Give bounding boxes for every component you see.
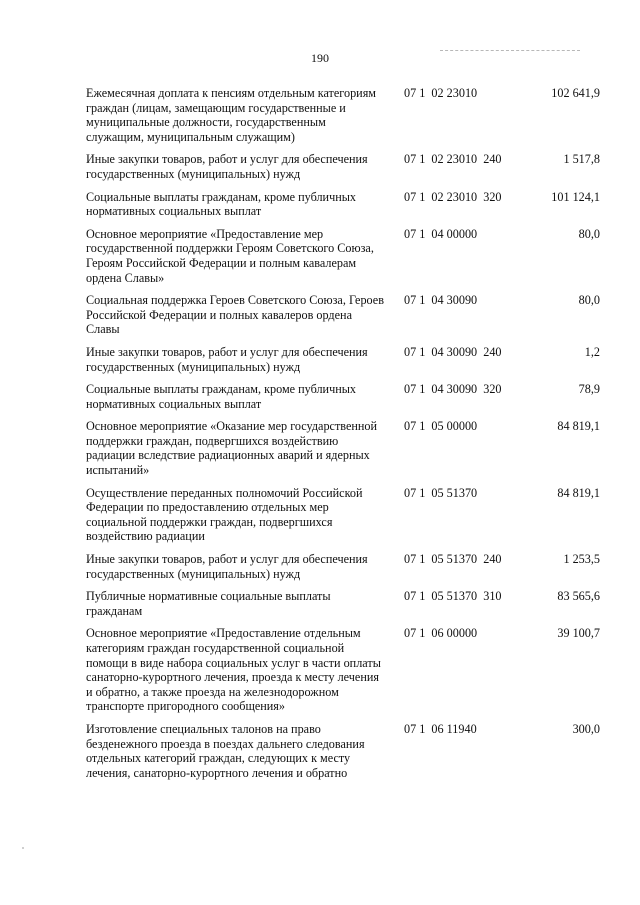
- row-name: Иные закупки товаров, работ и услуг для обеспечения государственных (муниципальных) нужд: [86, 552, 368, 581]
- row-code: 07 1 06 00000: [404, 626, 478, 641]
- table-row: [86, 486, 600, 544]
- row-amount: 83 565,6: [557, 589, 600, 604]
- table-row: [86, 722, 600, 780]
- row-name: Иные закупки товаров, работ и услуг для обеспечения государственных (муниципальных) нужд: [86, 344, 368, 374]
- row-amount: 1,2: [584, 344, 600, 359]
- row-code: 07 1 04 30090 320: [404, 382, 502, 397]
- row-code: 07 1 04 30090 240: [404, 344, 502, 359]
- row-amount: 80,0: [578, 226, 600, 241]
- table-row: [86, 382, 600, 411]
- row-name: Основное мероприятие «Предоставление мер государственной поддержки Героям Советского Союза, Героям Российской Федерации и полным кавалерам ордена Славы»: [86, 226, 374, 285]
- table-row: [86, 552, 600, 581]
- scan-speck: [22, 847, 24, 849]
- table-row: [86, 190, 600, 219]
- page-number: 190: [311, 51, 329, 65]
- row-name: Иные закупки товаров, работ и услуг для обеспечения государственных (муниципальных) нужд: [86, 152, 368, 181]
- row-amount: 39 100,7: [557, 626, 600, 641]
- table-row: [86, 589, 600, 618]
- row-name: Социальная поддержка Героев Советского Союза, Героев Российской Федерации и полных кавалеров ордена Славы: [86, 293, 384, 337]
- table-row: [86, 626, 600, 714]
- row-code: 07 1 06 11940: [404, 721, 477, 736]
- row-name: Основное мероприятие «Предоставление отдельным категориям граждан государственной социальной помощи в виде набора социальных услуг в части оплаты санаторно-курортного лечения, проезда к месту лечения и обратно, а также проезда на железнодорожном транспорте пригородного сообщения»: [86, 626, 381, 714]
- row-amount: 78,9: [578, 382, 600, 397]
- row-name: Публичные нормативные социальные выплаты гражданам: [86, 589, 331, 618]
- row-code: 07 1 05 51370 310: [404, 589, 502, 604]
- row-code: 07 1 02 23010 240: [404, 152, 502, 167]
- row-amount: 1 517,8: [563, 152, 600, 167]
- row-amount: 102 641,9: [551, 86, 600, 100]
- scan-artifact: [440, 50, 580, 53]
- row-amount: 1 253,5: [563, 552, 600, 567]
- table-row: [86, 86, 600, 144]
- row-code: 07 1 04 00000: [404, 226, 478, 241]
- row-code: 07 1 05 00000: [404, 419, 478, 434]
- row-amount: 84 819,1: [557, 419, 600, 434]
- table-row: [86, 419, 600, 477]
- row-code: 07 1 05 51370 240: [404, 552, 502, 567]
- row-name: Ежемесячная доплата к пенсиям отдельным категориям граждан (лицам, замещающим государственные и муниципальные должности, государственным служащим, муниципальным служащим): [86, 86, 377, 144]
- budget-table: [86, 86, 600, 788]
- row-name: Социальные выплаты гражданам, кроме публичных нормативных социальных выплат: [86, 189, 356, 219]
- row-amount: 300,0: [572, 721, 600, 736]
- row-name: Основное мероприятие «Оказание мер государственной поддержки граждан, подвергшихся воздействию радиации вследствие радиационных аварий и ядерных испытаний»: [86, 419, 378, 478]
- table-row: [86, 345, 600, 374]
- row-amount: 80,0: [578, 293, 600, 308]
- row-name: Изготовление специальных талонов на право безденежного проезда в поездах дальнего следования отдельных категорий граждан, следующих к месту лечения, санаторно-курортного лечения и обратно: [86, 721, 365, 780]
- row-code: 07 1 02 23010 320: [404, 189, 502, 204]
- row-code: 07 1 02 23010: [404, 86, 478, 100]
- table-row: [86, 293, 600, 337]
- row-amount: 101 124,1: [551, 189, 600, 204]
- row-amount: 84 819,1: [557, 485, 600, 500]
- row-name: Социальные выплаты гражданам, кроме публичных нормативных социальных выплат: [86, 382, 356, 411]
- table-row: [86, 227, 600, 285]
- row-code: 07 1 05 51370: [404, 485, 478, 500]
- row-code: 07 1 04 30090: [404, 293, 478, 308]
- row-name: Осуществление переданных полномочий Российской Федерации по предоставлению отдельных мер социальной поддержки граждан, подвергшихся воздействию радиации: [86, 485, 363, 544]
- table-row: [86, 152, 600, 181]
